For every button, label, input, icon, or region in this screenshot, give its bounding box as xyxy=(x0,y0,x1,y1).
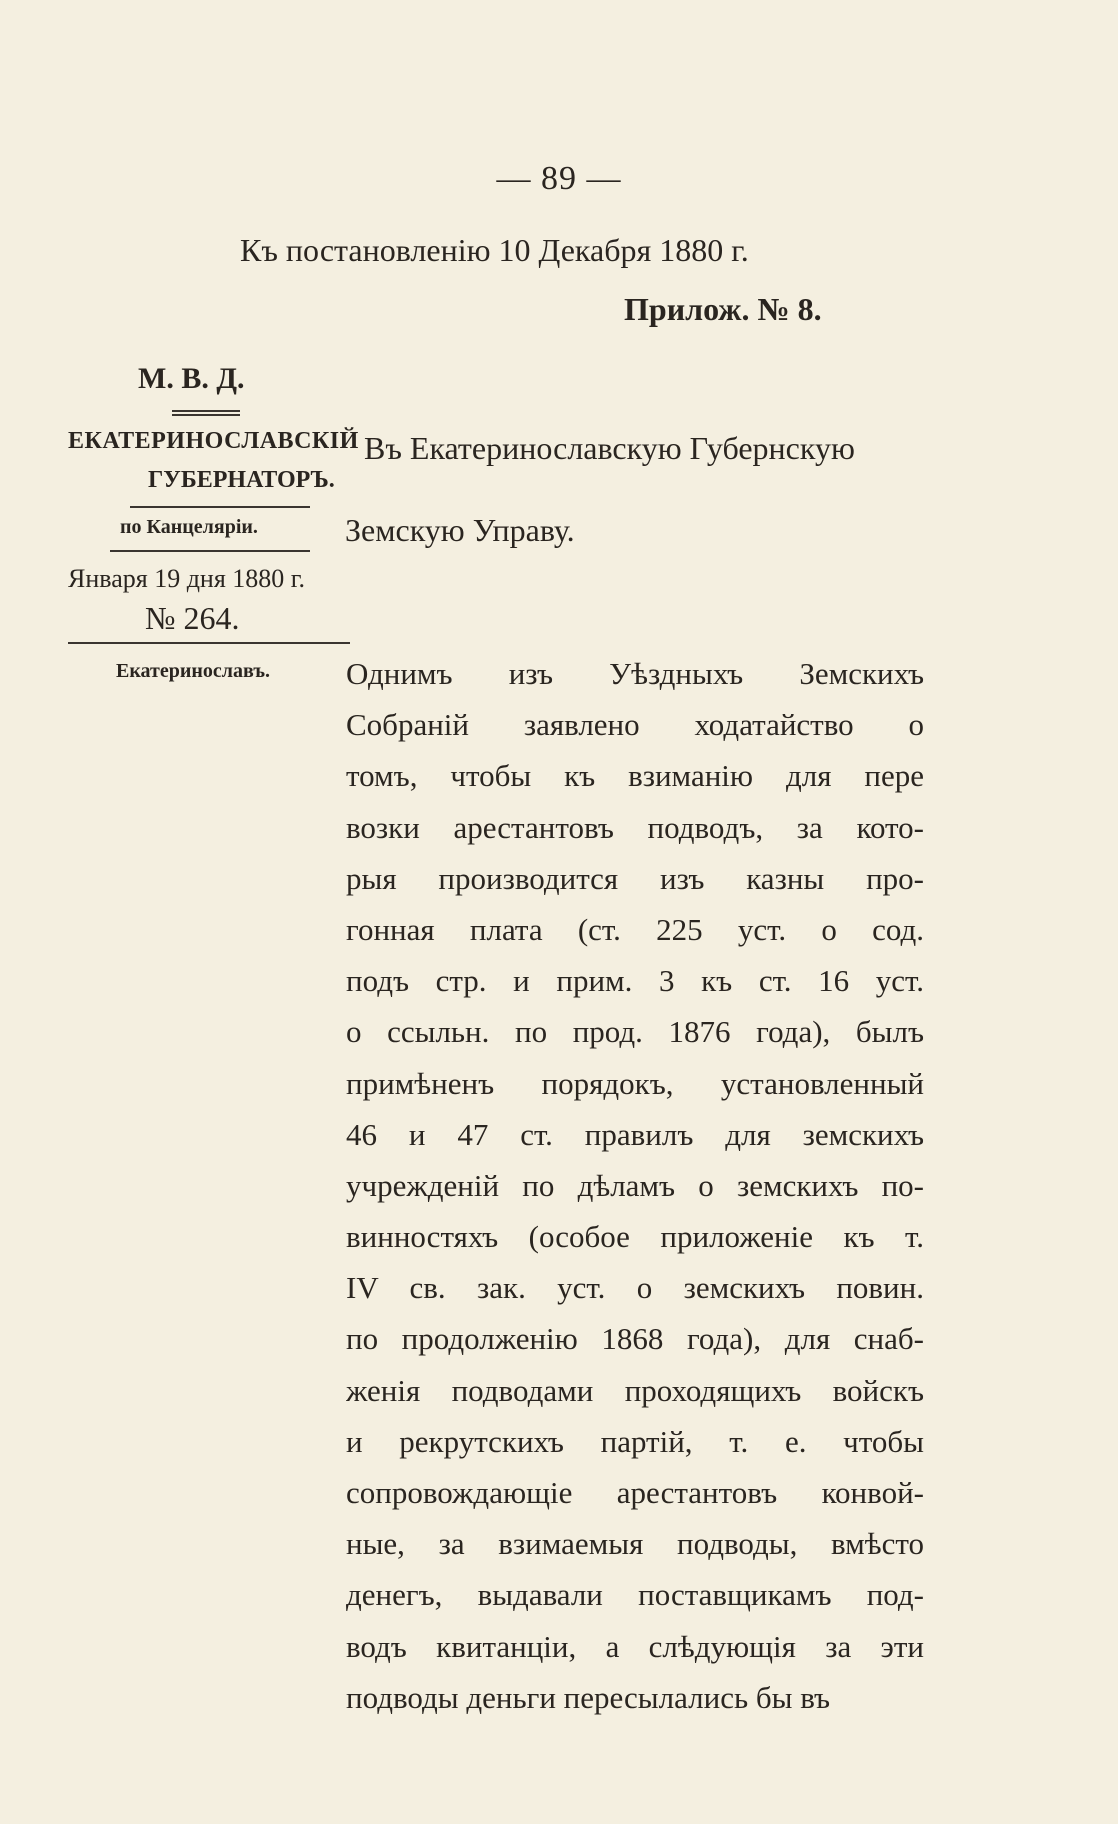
show-through-right xyxy=(910,236,1118,416)
body-line: томъ, чтобы къ взиманію для пере xyxy=(346,758,924,794)
body-line: по продолженію 1868 года), для снаб- xyxy=(346,1321,924,1357)
page-number: — 89 — xyxy=(496,160,622,197)
body-line: ные, за взимаемыя подводы, вмѣсто xyxy=(346,1526,924,1562)
document-number: № 264. xyxy=(145,600,240,636)
rule-under-number xyxy=(68,642,350,644)
resolution-heading: Къ постановленію 10 Декабря 1880 г. xyxy=(240,232,749,268)
letter-body xyxy=(346,648,924,1723)
governor-title-2: ГУБЕРНАТОРЪ. xyxy=(148,467,335,493)
body-line: рыя производится изъ казны про- xyxy=(346,860,924,896)
body-line: денегъ, выдавали поставщикамъ под- xyxy=(346,1577,924,1613)
letter-date: Января 19 дня 1880 г. xyxy=(68,564,306,593)
rule-under-governor xyxy=(130,506,310,508)
body-line: учрежденій по дѣламъ о земскихъ по- xyxy=(346,1167,924,1203)
office-label: по Канцеляріи. xyxy=(120,516,258,538)
body-line: женія подводами проходящихъ войскъ xyxy=(346,1372,924,1408)
body-line: Однимъ изъ Уѣздныхъ Земскихъ xyxy=(346,656,924,691)
body-line: подводы деньги пересылались бы въ xyxy=(346,1679,831,1715)
body-line: о ссыльн. по прод. 1876 года), былъ xyxy=(346,1014,924,1050)
body-line: гонная плата (ст. 225 уст. о сод. xyxy=(346,911,924,947)
body-line: и рекрутскихъ партій, т. е. чтобы xyxy=(346,1423,924,1459)
body-line: возки арестантовъ подводъ, за кото- xyxy=(346,809,924,845)
rule-under-office xyxy=(110,550,310,552)
body-line: подъ стр. и прим. 3 къ ст. 16 уст. xyxy=(346,963,924,999)
body-line: IV св. зак. уст. о земскихъ повин. xyxy=(346,1270,924,1306)
rule-under-initials xyxy=(172,410,240,412)
body-line: сопровождающіе арестантовъ конвой- xyxy=(346,1475,924,1510)
body-line: Собраній заявлено ходатайство о xyxy=(346,707,924,743)
body-line: водъ квитанціи, а слѣдующія за эти xyxy=(346,1628,924,1664)
address-line-2: Земскую Управу. xyxy=(345,512,575,548)
rule-under-initials-2 xyxy=(172,414,240,416)
address-line-1: Въ Екатеринославскую Губернскую xyxy=(364,430,855,466)
body-line: 46 и 47 ст. правилъ для земскихъ xyxy=(346,1116,924,1152)
body-line: винностяхъ (особое приложеніе къ т. xyxy=(346,1219,924,1255)
city-label: Екатеринославъ. xyxy=(116,660,270,682)
governor-title: ЕКАТЕРИНОСЛАВСКІЙ xyxy=(68,428,359,454)
body-line: примѣненъ порядокъ, установленный xyxy=(346,1065,924,1101)
appendix-label: Прилож. № 8. xyxy=(624,291,822,327)
ministry-initials: М. В. Д. xyxy=(138,362,245,395)
